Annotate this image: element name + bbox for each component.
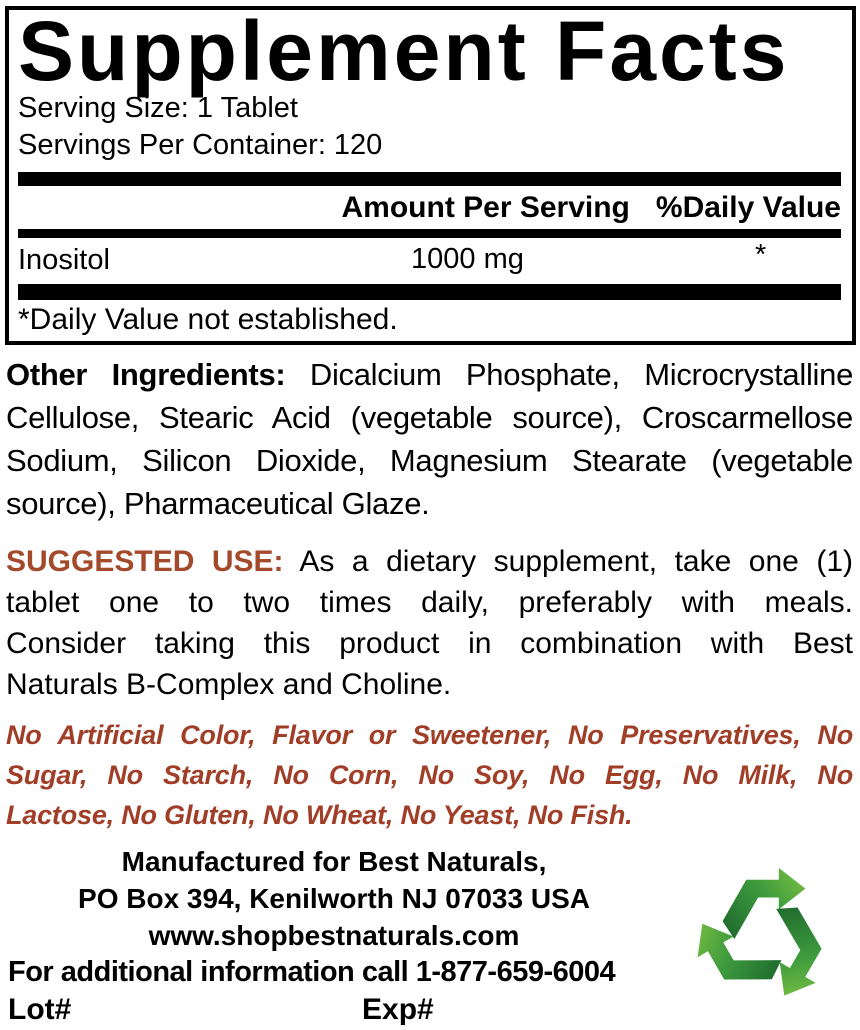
servings-per-container: Servings Per Container: 120 bbox=[18, 129, 383, 161]
other-ingredients-section bbox=[6, 353, 853, 525]
lot-exp-row bbox=[8, 994, 660, 1025]
free-of-line: Lactose, No Gluten, No Wheat, No Yeast, No Fish. bbox=[6, 800, 633, 830]
suggested-use-text: As a dietary supplement, take one (1) bbox=[283, 545, 853, 578]
lot-number-label: Lot# bbox=[8, 993, 72, 1026]
nutrient-daily-value: * bbox=[755, 239, 767, 271]
facts-header-row bbox=[18, 191, 841, 224]
other-ingredients-line: Cellulose, Stearic Acid (vegetable source), Croscarmellose bbox=[6, 400, 853, 435]
other-ingredients-text: Dicalcium Phosphate, Microcrystalline bbox=[285, 357, 854, 392]
free-of-claims bbox=[6, 715, 853, 835]
phone-line: For additional information call 1-877-659-6004 bbox=[8, 956, 616, 988]
suggested-use-line: Naturals B-Complex and Choline. bbox=[6, 668, 452, 701]
manufactured-line: Manufactured for Best Naturals, bbox=[121, 846, 547, 877]
suggested-use-section bbox=[6, 541, 853, 705]
divider-bar-top bbox=[18, 172, 841, 186]
other-ingredients-line: Sodium, Silicon Dioxide, Magnesium Stearate (vegetable bbox=[6, 443, 853, 478]
nutrient-row bbox=[18, 238, 841, 284]
nutrient-amount: 1000 mg bbox=[411, 243, 524, 275]
free-of-line: No Artificial Color, Flavor or Sweetener, No Preservatives, No bbox=[6, 720, 853, 750]
address-line: PO Box 394, Kenilworth NJ 07033 USA bbox=[78, 883, 590, 914]
other-ingredients-line: source), Pharmaceutical Glaze. bbox=[6, 486, 430, 521]
column-percent-daily-value: %Daily Value bbox=[655, 191, 841, 224]
recycle-icon bbox=[690, 862, 838, 1010]
divider-bar-header bbox=[18, 229, 841, 238]
other-ingredients-label: Other Ingredients: bbox=[6, 357, 286, 392]
suggested-use-line bbox=[6, 541, 853, 582]
exp-number-label: Exp# bbox=[362, 993, 434, 1026]
suggested-use-label: SUGGESTED USE: bbox=[6, 545, 284, 578]
divider-bar-bottom bbox=[18, 284, 841, 300]
daily-value-footnote: *Daily Value not established. bbox=[18, 303, 398, 336]
serving-size: Serving Size: 1 Tablet bbox=[18, 92, 298, 124]
manufacturer-info bbox=[8, 843, 660, 1025]
free-of-line: Sugar, No Starch, No Corn, No Soy, No Egg, No Milk, No bbox=[6, 760, 853, 790]
nutrient-name: Inositol bbox=[18, 244, 110, 276]
website-line: www.shopbestnaturals.com bbox=[148, 920, 520, 951]
column-amount-per-serving: Amount Per Serving bbox=[341, 191, 630, 224]
supplement-label bbox=[0, 6, 860, 1025]
suggested-use-line: tablet one to two times daily, preferably with meals. bbox=[6, 586, 853, 619]
suggested-use-line: Consider taking this product in combination with Best bbox=[6, 627, 853, 660]
supplement-facts-panel bbox=[5, 6, 856, 345]
panel-title: Supplement Facts bbox=[18, 4, 790, 98]
other-ingredients-line bbox=[6, 353, 853, 396]
